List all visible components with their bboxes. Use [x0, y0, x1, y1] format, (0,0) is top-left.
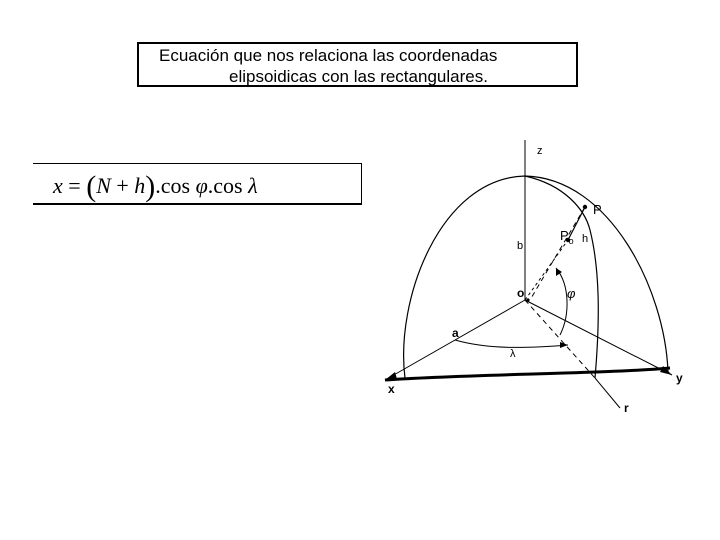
radius-line: [525, 240, 568, 300]
eq-plus: +: [116, 173, 129, 198]
label-o-center: o: [517, 286, 525, 300]
label-r: r: [624, 401, 629, 415]
origin-point: [526, 298, 529, 301]
label-a: a: [452, 326, 459, 340]
label-Po-sub: o: [568, 236, 574, 246]
eq-open-paren: (: [86, 170, 97, 203]
title-line-1: Ecuación que nos relaciona las coordenadas: [159, 46, 498, 65]
normal-line-dashed: [530, 207, 585, 300]
eq-cos-1: .cos: [155, 173, 191, 198]
eq-h: h: [134, 173, 146, 198]
eq-phi: φ: [195, 173, 208, 198]
x-arrowhead: [385, 372, 397, 380]
label-P: P: [593, 202, 602, 217]
title-line-2: elipsoidicas con las rectangulares.: [229, 67, 488, 86]
eq-x: x: [53, 173, 63, 198]
equator-front: [385, 368, 670, 380]
label-z: z: [537, 145, 543, 157]
eq-equals: =: [68, 173, 81, 198]
label-b: b: [517, 240, 524, 252]
ellipsoid-outline: [404, 176, 668, 378]
point-P: [583, 205, 587, 209]
label-phi: φ: [567, 286, 576, 301]
eq-cos-2: .cos: [207, 173, 243, 198]
eq-N: N: [96, 173, 111, 198]
lambda-arc: [455, 340, 568, 347]
label-lambda: λ: [510, 348, 516, 360]
label-Po-main: P: [560, 228, 569, 243]
phi-arc: [556, 268, 567, 335]
r-axis: [595, 378, 620, 408]
label-x: x: [388, 382, 395, 396]
label-h: h: [582, 233, 589, 245]
r-axis-dashed: [525, 300, 595, 378]
label-Po: [560, 228, 574, 246]
label-y: y: [676, 371, 683, 385]
eq-close-paren: ): [145, 170, 156, 203]
eq-lambda: λ: [248, 173, 258, 198]
